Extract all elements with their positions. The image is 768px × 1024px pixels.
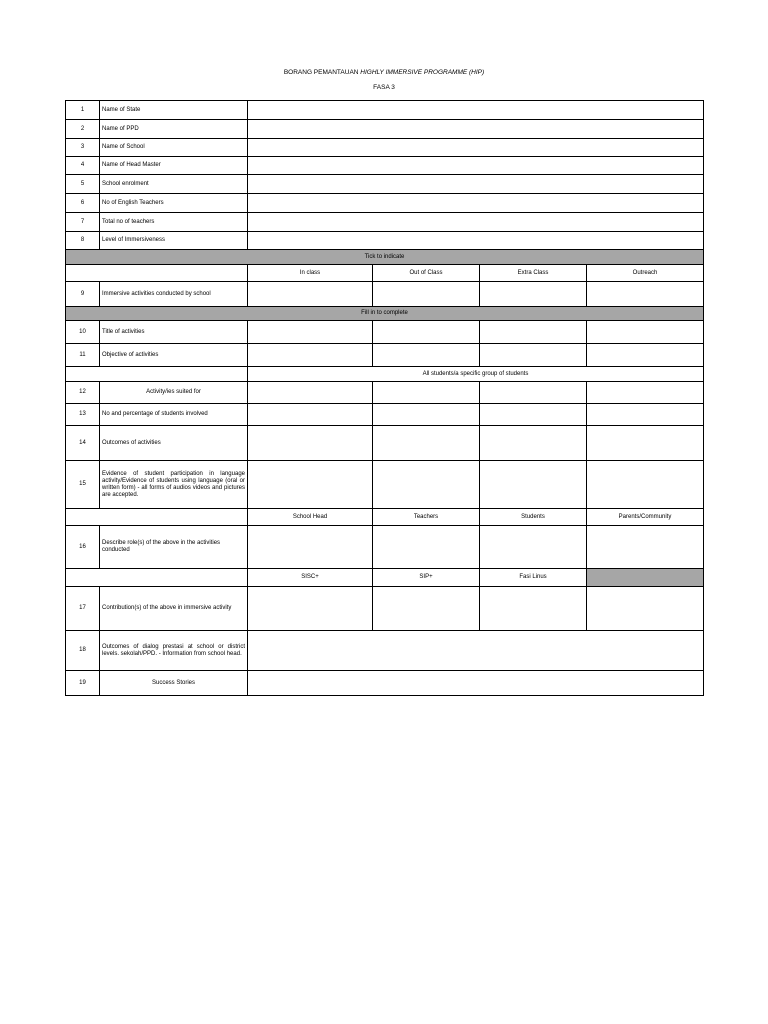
monitoring-form-table [65, 100, 704, 696]
row-2: 2 Name of PPD [66, 120, 704, 139]
english-teachers-field[interactable] [248, 194, 704, 213]
ppd-field[interactable] [248, 120, 704, 139]
row-13: 13 No and percentage of students involved [66, 404, 704, 426]
immersiveness-field[interactable] [248, 232, 704, 250]
enrolment-field[interactable] [248, 175, 704, 194]
role-header-row: School Head Teachers Students Parents/Community [66, 509, 704, 526]
row-9: 9 Immersive activities conducted by school [66, 282, 704, 307]
extra-class-tick[interactable] [480, 282, 587, 307]
row-5: 5 School enrolment [66, 175, 704, 194]
row-19: 19 Success Stories [66, 671, 704, 696]
row-1: 1 Name of State [66, 101, 704, 120]
row-8: 8 Level of Immersiveness [66, 232, 704, 250]
all-students-row: All students/a specific group of students [66, 367, 704, 382]
row-14: 14 Outcomes of activities [66, 426, 704, 461]
head-master-field[interactable] [248, 157, 704, 175]
row-10: 10 Title of activities [66, 321, 704, 344]
row-3: 3 Name of School [66, 139, 704, 157]
form-title: BORANG PEMANTAUAN HIGHLY IMMERSIVE PROGRAMME (HIP) [283, 69, 485, 76]
school-field[interactable] [248, 139, 704, 157]
row-12: 12 Activity/ies suited for [66, 382, 704, 404]
section-tick: Tick to indicate [66, 250, 704, 265]
row-11: 11 Objective of activities [66, 344, 704, 367]
tick-header-row: In class Out of Class Extra Class Outreach [66, 265, 704, 282]
row-17: 17 Contribution(s) of the above in immersive activity [66, 587, 704, 631]
row-4: 4 Name of Head Master [66, 157, 704, 175]
row-16: 16 Describe role(s) of the above in the activities conducted [66, 526, 704, 569]
in-class-tick[interactable] [248, 282, 373, 307]
form-subtitle: FASA 3 [373, 84, 395, 91]
total-teachers-field[interactable] [248, 213, 704, 232]
out-of-class-tick[interactable] [373, 282, 480, 307]
contrib-header-row: SISC+ SIP+ Fasi Linus [66, 569, 704, 587]
row-6: 6 No of English Teachers [66, 194, 704, 213]
row-18: 18 Outcomes of dialog prestasi at school or district levels. sekolah/PPD. - Information from school head. [66, 631, 704, 671]
state-field[interactable] [248, 101, 704, 120]
row-15: 15 Evidence of student participation in language activity/Evidence of students using language (oral or written form) - all forms of audios videos and pictures are accepted. [66, 461, 704, 509]
outreach-tick[interactable] [587, 282, 704, 307]
row-7: 7 Total no of teachers [66, 213, 704, 232]
section-fill: Fill in to complete [66, 307, 704, 321]
